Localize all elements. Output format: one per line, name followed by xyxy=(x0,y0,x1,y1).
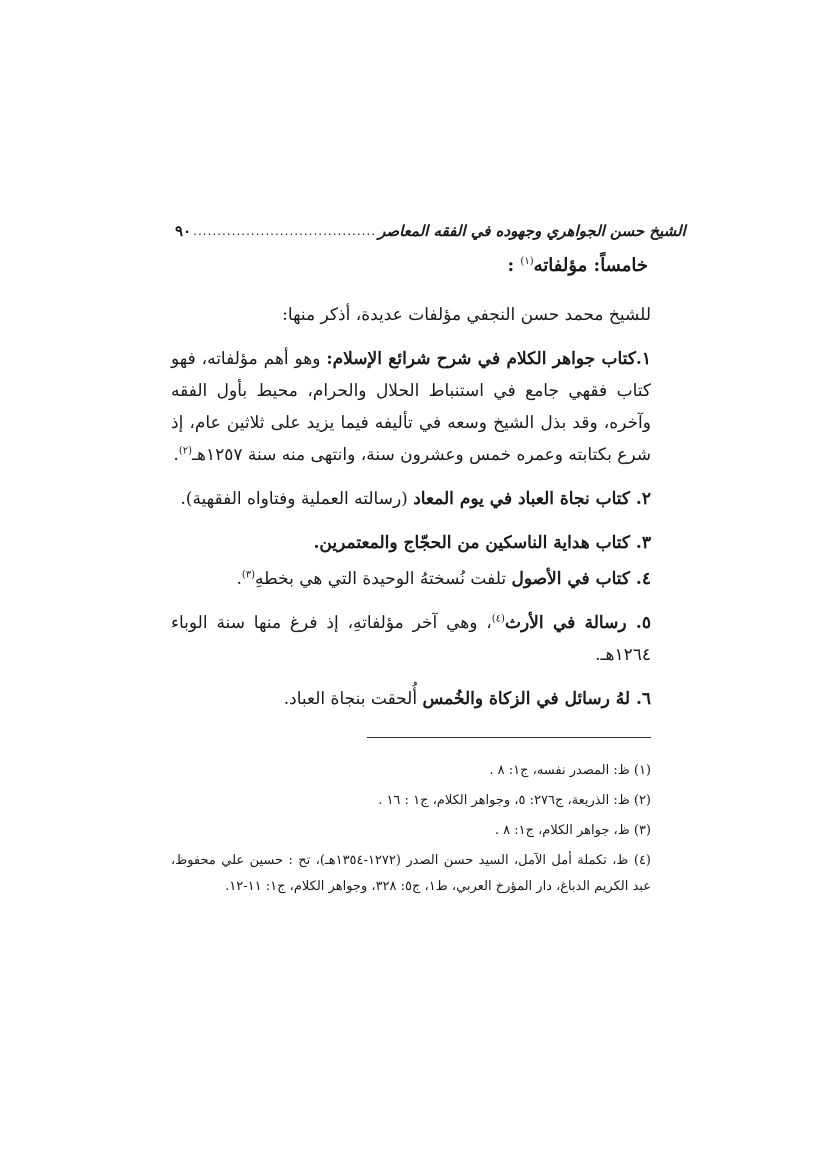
footnote-ref: (٣) xyxy=(241,569,256,581)
list-item xyxy=(171,343,651,471)
item-lead: ٣. كتاب هداية الناسكين من الحجّاج والمعتمرين. xyxy=(313,533,651,553)
item-lead: ٦. لهُ رسائل في الزكاة والخُمس xyxy=(422,689,651,709)
list-item xyxy=(171,607,651,671)
footnote: (٣) ظ، جواهر الكلام، ج١: ٨ . xyxy=(494,823,651,838)
list-item xyxy=(171,563,651,595)
section-heading-colon: : xyxy=(507,255,521,276)
item-text: ، وهي آخر مؤلفاتهِ، إذ فرغ منها سنة الوباء ١٢٦٤هـ. xyxy=(171,613,651,665)
footnote-ref: (٢) xyxy=(178,445,193,457)
footnote-divider xyxy=(367,737,651,738)
section-heading xyxy=(508,255,649,276)
footnote-ref: (٤) xyxy=(491,613,505,625)
leader-dots: ...................................... xyxy=(193,224,377,238)
item-lead: ٤. كتاب في الأصول xyxy=(511,569,651,589)
item-text: (رسالته العملية وفتاواه الفقهية). xyxy=(180,489,414,509)
footnote: (٢) ظ: الذريعة، ج٢٧٦: ٥، وجواهر الكلام، ج١ : ١٦ . xyxy=(378,793,651,808)
list-item xyxy=(171,483,651,515)
item-text: تلفت نُسختهُ الوحيدة التي هي بخطهِ xyxy=(255,569,512,589)
list-item xyxy=(171,683,651,715)
footnote: (٤) ظ، تكملة أمل الآمل، السيد حسن الصدر (١٢٧٢-١٣٥٤هـ)، تح : حسين علي محفوظ، عبد الكريم الدباغ، دار المؤرخ العربي، ط١، ج٥: ٣٢٨، وجواهر الكلام، ج١: ١١-١٢. xyxy=(171,853,651,894)
list-item xyxy=(171,527,651,559)
section-heading-text: خامساً: مؤلفاته xyxy=(533,255,648,276)
running-title: الشيخ حسن الجواهري وجهوده في الفقه المعاصر xyxy=(378,222,686,240)
item-lead: ٢. كتاب نجاة العباد في يوم المعاد xyxy=(413,489,651,509)
item-text: وهو أهم مؤلفاته، فهو كتاب فقهي جامع في استنباط الحلال والحرام، محيط بأول الفقه وآخره، وقد بذل الشيخ وسعه في تأليفه فيما يزيد على ثلاثين عام، إذ شرع بكتابته وعمره خمس وعشرون سنة، وانتهى منه سنة ١٢٥٧هـ xyxy=(171,349,651,465)
page-number: ٩٠ xyxy=(175,222,192,240)
footnote-ref: (١) xyxy=(520,256,534,267)
intro-paragraph: للشيخ محمد حسن النجفي مؤلفات عديدة، أذكر منها: xyxy=(282,305,651,325)
item-lead: ١.كتاب جواهر الكلام في شرح شرائع الإسلام: xyxy=(326,349,651,369)
item-lead: ٥. رسالة في الأرث xyxy=(504,613,651,633)
item-end: . xyxy=(236,569,242,589)
item-end: . xyxy=(173,445,179,465)
item-text: أُلحقت بنجاة العباد. xyxy=(283,689,423,709)
running-header xyxy=(175,218,686,244)
footnote: (١) ظ: المصدر نفسه، ج١: ٨ . xyxy=(489,763,651,778)
